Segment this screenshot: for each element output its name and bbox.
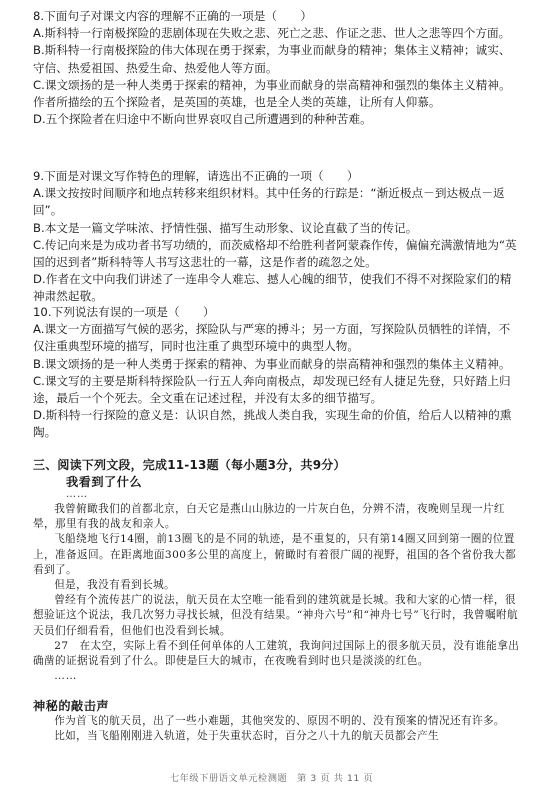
- question-9-stem: 9.下面是对课文写作特色的理解，请选出不正确的一项（ ）: [33, 169, 359, 183]
- article-2-body: [33, 714, 521, 744]
- question-9-option-b: B.本文是一篇文学味浓、抒情性强、描写生动形象、议论直截了当的传记。: [33, 220, 418, 235]
- question-10-option-d: D.斯科特一行探险的意义是：认识自然，挑战人类自我，实现生命的价值，给后人以精神的熏陶。: [33, 408, 512, 440]
- question-10-stem: 10.下列说法有误的一项是（ ）: [33, 305, 215, 319]
- question-10-option-b: B.课文颂扬的是一种人类勇于探索的精神、为事业而献身的崇高精神和强烈的集体主义精神。: [33, 356, 511, 371]
- question-8: [33, 8, 521, 128]
- question-10-option-a: A.课文一方面描写气候的恶劣，探险队与严寒的搏斗；另一方面，写探险队员牺牲的详情，不仅注重典型环境的描写，同时也注重了典型环境中的典型人物。: [33, 322, 511, 354]
- question-8-option-b: B.斯科特一行南极探险的伟大体现在勇于探索，为事业而献身的精神；集体主义精神；诚实、守信、热爱祖国、热爱生命、热爱他人等方面。: [33, 43, 511, 75]
- article-1-trail-ellipsis: ……: [54, 670, 78, 683]
- article-1-lead-ellipsis: ……: [66, 489, 88, 500]
- question-10-option-c: C.课文写的主要是斯科特探险队一行五人奔向南极点，却发现已经有人捷足先登，只好踏上归途，最后一个个死去。全文重在记述过程，并没有太多的细节描写。: [33, 373, 511, 406]
- question-8-stem: 8.下面句子对课文内容的理解不正确的一项是（ ）: [33, 9, 312, 23]
- page-footer: 七年级下册语文单元检测题 第 3 页 共 11 页: [169, 773, 374, 784]
- article-1-paragraph-5: 27 在太空，实际上看不到任何单体的人工建筑，我询问过国际上的很多航天员，没有谁能拿出确凿的证据说看到了什么。即使是巨大的城市，在夜晚看到时也只是淡淡的红色。: [33, 639, 520, 668]
- article-1-paragraph-2: 飞船绕地飞行14圈，前13圈飞的是不同的轨迹，是不重复的，只有第14圈又回到第一圈的位置上，准备返回。在距离地面300多公里的高度上，俯瞰时有着很广阔的视野，祖国的各个省份我大都看到了。: [33, 533, 517, 576]
- question-10: [33, 304, 521, 442]
- section-heading: 三、阅读下列文段，完成11-13题（每小题3分，共9分）: [33, 458, 346, 472]
- article-1-paragraph-4: 曾经有个流传甚广的说法，航天员在太空唯一能看到的建筑就是长城。我和大家的心情一样，很想验证这个说法，我几次努力寻找长城，但没有结果。“神舟六号”和“神舟七号”飞行时，我曾嘱咐航天员们仔细看看，但他们也没看到长城。: [33, 594, 518, 637]
- article-1-paragraph-1: 我曾俯瞰我们的首都北京，白天它是燕山山脉边的一片灰白色，分辨不清，夜晚则呈现一片红晕，那里有我的战友和亲人。: [33, 503, 505, 531]
- question-8-option-d: D.五个探险者在归途中不断向世界哀叹自己所遭遇到的种种苦难。: [33, 112, 372, 127]
- question-9-option-c: C.传记向来是为成功者书写功绩的，而茨威格却不给胜利者阿蒙森作传，偏偏充满激情地为“英国的迟到者”斯科特等人书写这悲壮的一幕，这是作者的疏忽之处。: [33, 237, 517, 270]
- article-2-paragraph-1: 作为首飞的航天员，出了一些小难题，其他突发的、原因不明的、没有预案的情况还有许多。: [54, 715, 505, 727]
- question-8-option-c: C.课文颂扬的是一种人类勇于探索的精神，为事业而献身的崇高精神和强烈的集体主义精神。作者所描绘的五个探险者，是英国的英雄，也是全人类的英雄，让所有人仰慕。: [33, 77, 511, 110]
- article-2-paragraph-2: 比如，当飞船刚刚进入轨道，处于失重状态时，百分之八十九的航天员都会产生: [54, 730, 439, 743]
- question-9: [33, 168, 521, 306]
- question-8-option-a: A.斯科特一行南极探险的悲剧体现在失败之悲、死亡之悲、作证之悲、世人之悲等四个方面。: [33, 26, 511, 41]
- question-9-option-a: A.课文按按时间顺序和地点转移来组织材料。其中任务的行踪是：“渐近极点－到达极点－返回”。: [33, 186, 505, 218]
- article-1-title: 我看到了什么: [66, 475, 143, 489]
- question-9-option-d: D.作者在文中向我们讲述了一连串令人难忘、撼人心魄的细节，使我们不得不对探险家们的精神肃然起敬。: [33, 272, 512, 304]
- article-1-body: [33, 502, 521, 684]
- article-1-paragraph-3: 但是，我没有看到长城。: [54, 579, 176, 592]
- article-2-title: 神秘的敲击声: [33, 699, 110, 713]
